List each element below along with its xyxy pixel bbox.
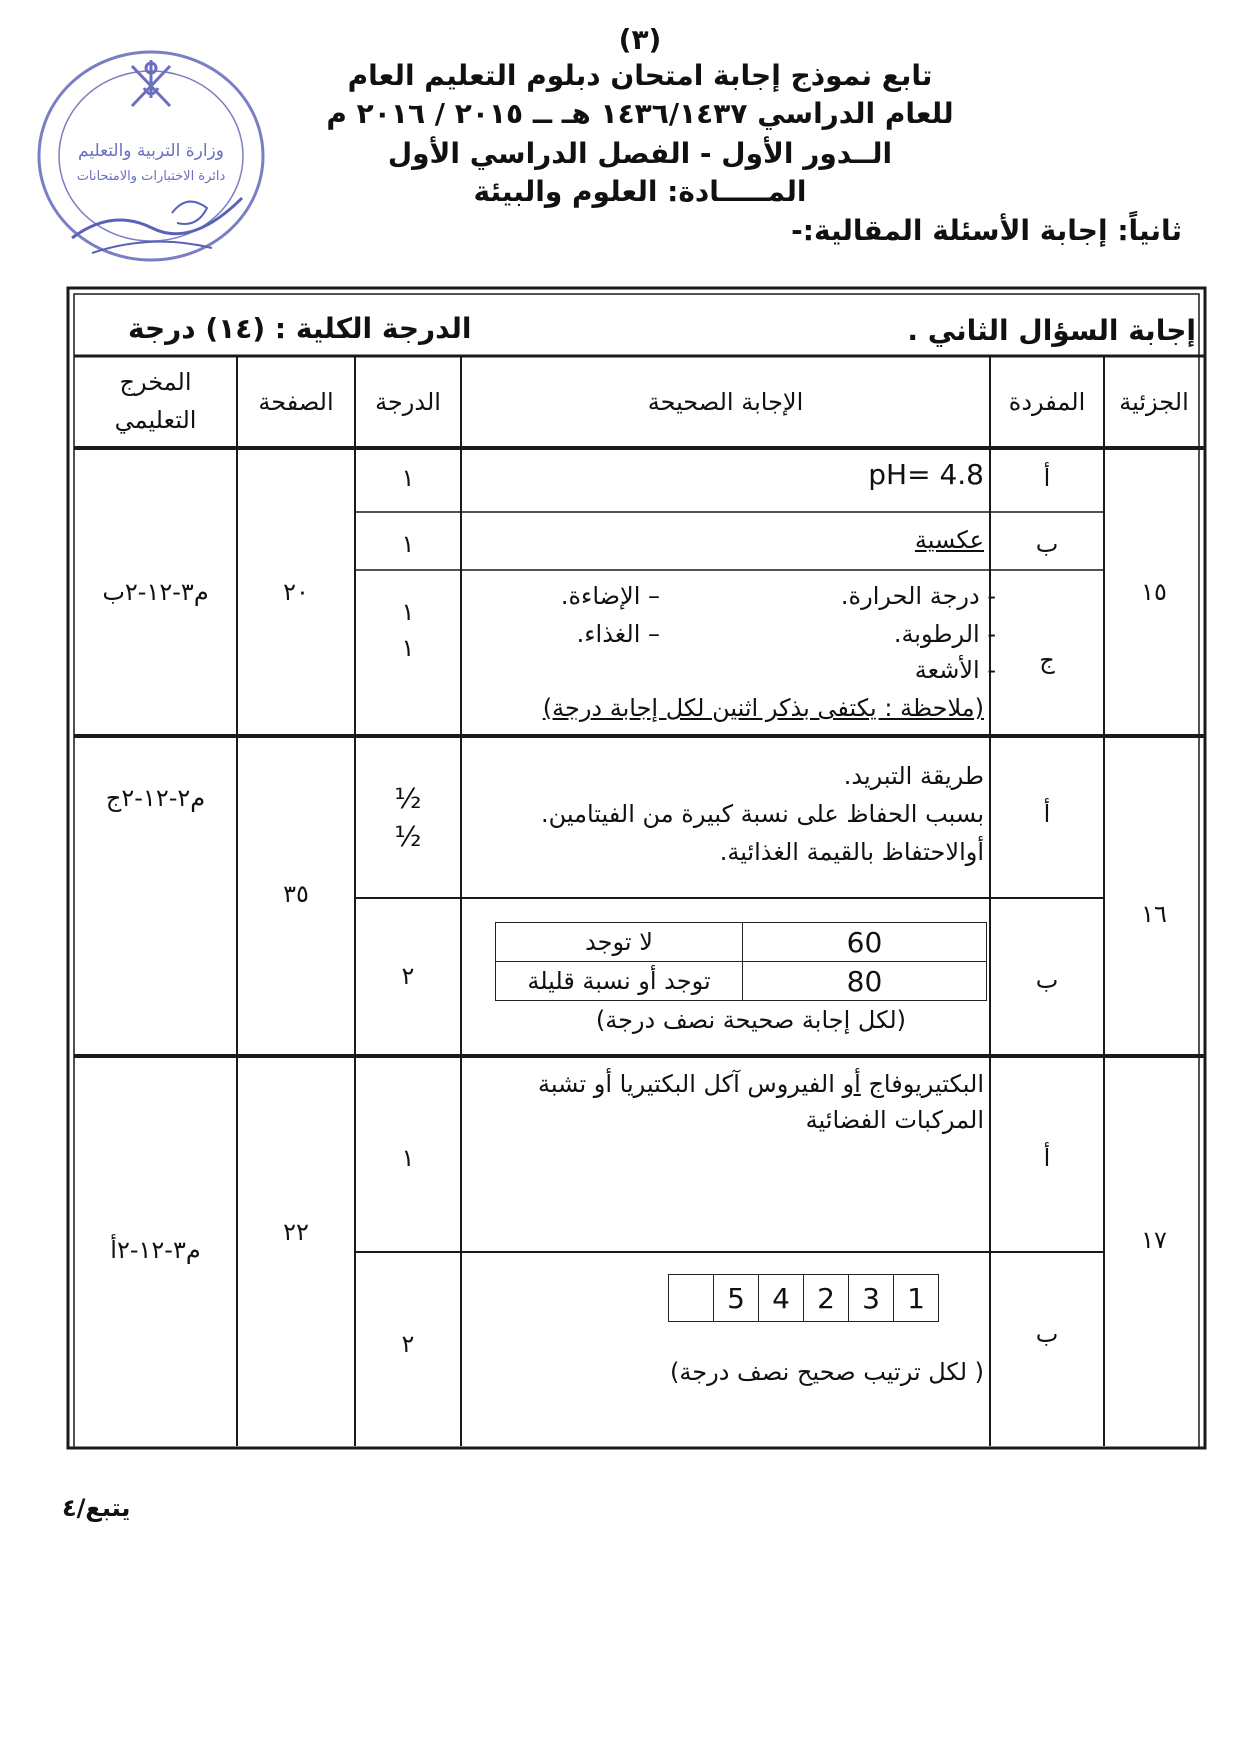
q16a-item: أ <box>1043 800 1051 828</box>
q16a-method: طريقة التبريد. <box>843 762 984 790</box>
q15c-grade-2: ١ <box>401 634 415 662</box>
header-page: الصفحة <box>258 388 334 416</box>
table-row <box>669 1275 939 1322</box>
q15-page: ٢٠ <box>283 578 309 606</box>
q15c-grade-1: ١ <box>401 598 415 626</box>
session-info: الــدور الأول - الفصل الدراسي الأول <box>387 137 893 170</box>
q16a-grade-2: ½ <box>394 820 422 853</box>
sequence-cell: 2 <box>804 1275 849 1322</box>
q15c-answer-humidity: - الرطوبة. <box>893 620 996 648</box>
q17b-grade: ٢ <box>401 1330 415 1358</box>
q17a-grade: ١ <box>401 1144 415 1172</box>
q16b-value-little: 80 <box>743 962 987 1001</box>
q16b-value-none: 60 <box>743 923 987 962</box>
q17a-or: أو <box>842 1070 861 1098</box>
q17a-bacteriophage: البكتيريوفاج <box>868 1070 984 1098</box>
continue-marker: يتبع/٤ <box>62 1494 131 1522</box>
q15c-answer-radiation: - الأشعة <box>914 656 996 684</box>
header-item: المفردة <box>1008 388 1086 416</box>
svg-text:وزارة التربية والتعليم: وزارة التربية والتعليم <box>78 141 224 161</box>
question-title: إجابة السؤال الثاني . <box>907 314 1196 347</box>
q15c-note: (ملاحظة : يكتفى بذكر اثنين لكل إجابة درجة) <box>542 694 984 722</box>
q17-page: ٢٢ <box>283 1218 309 1246</box>
table-row <box>496 962 987 1001</box>
header-outcome: المخرج <box>119 368 192 396</box>
q16-page: ٣٥ <box>283 880 309 908</box>
sequence-cell-empty <box>669 1275 714 1322</box>
sequence-cell: 1 <box>894 1275 939 1322</box>
q15-part: ١٥ <box>1141 578 1167 606</box>
q15c-answer-food: – الغذاء. <box>576 620 660 648</box>
q16-outcome: م٢-١٢-٢ج <box>105 784 206 812</box>
q16b-label-none: لا توجد <box>496 923 743 962</box>
subject-line: المـــــادة: العلوم والبيئة <box>473 175 807 208</box>
q15c-answer-temperature: - درجة الحرارة. <box>840 582 996 610</box>
q15a-item: أ <box>1043 464 1051 492</box>
q15a-grade: ١ <box>401 464 415 492</box>
q16a-grade-1: ½ <box>394 782 422 815</box>
q15c-item: ج <box>1039 646 1055 674</box>
q16b-label-little: توجد أو نسبة قليلة <box>496 962 743 1001</box>
q16b-item: ب <box>1035 966 1059 994</box>
q17a-virus: الفيروس آكل البكتيريا أو تشبة <box>537 1070 835 1098</box>
q17a-item: أ <box>1043 1144 1051 1172</box>
q16-part: ١٦ <box>1141 900 1167 928</box>
header-answer: الإجابة الصحيحة <box>647 388 804 416</box>
q17a-answer-line1 <box>538 1070 984 1098</box>
q17b-item: ب <box>1035 1320 1059 1348</box>
q16b-grade: ٢ <box>401 962 415 990</box>
exam-title: تابع نموذج إجابة امتحان دبلوم التعليم العام <box>347 59 933 92</box>
header-grade: الدرجة <box>375 388 441 416</box>
q16b-mini-table <box>495 922 987 1001</box>
q17a-answer-line2: المركبات الفضائية <box>805 1106 984 1134</box>
table-row <box>496 923 987 962</box>
q15a-answer: pH= 4.8 <box>868 458 984 491</box>
svg-text:دائرة الاختبارات والامتحانات: دائرة الاختبارات والامتحانات <box>76 169 226 184</box>
q15b-item: ب <box>1035 530 1059 558</box>
total-grade: الدرجة الكلية : (١٤) درجة <box>128 312 472 345</box>
section-heading: ثانياً: إجابة الأسئلة المقالية:- <box>791 214 1182 247</box>
q15b-answer: عكسية <box>914 526 984 554</box>
q15-outcome: م٣-١٢-٢ب <box>102 578 209 606</box>
sequence-cell: 4 <box>759 1275 804 1322</box>
q17-outcome: م٣-١٢-٢أ <box>110 1236 201 1264</box>
header-outcome-2: التعليمي <box>114 406 197 434</box>
header-part: الجزئية <box>1119 388 1189 416</box>
q17b-sequence-table <box>668 1274 939 1322</box>
q17-part: ١٧ <box>1141 1226 1167 1254</box>
sequence-cell: 3 <box>849 1275 894 1322</box>
q15b-grade: ١ <box>401 530 415 558</box>
q15c-answer-lighting: – الإضاءة. <box>560 582 660 610</box>
q16b-note: (لكل إجابة صحيحة نصف درجة) <box>595 1006 906 1034</box>
q16a-alt-reason: أوالاحتفاظ بالقيمة الغذائية. <box>719 838 984 866</box>
sequence-cell: 5 <box>714 1275 759 1322</box>
page-number: (٣) <box>618 23 662 56</box>
academic-year: للعام الدراسي ١٤٣٦/١٤٣٧ هـ ــ ٢٠١٥ / ٢٠١٦ م <box>326 97 954 130</box>
q17b-note: ( لكل ترتيب صحيح نصف درجة) <box>670 1358 984 1386</box>
q16a-reason: بسبب الحفاظ على نسبة كبيرة من الفيتامين. <box>540 800 984 828</box>
